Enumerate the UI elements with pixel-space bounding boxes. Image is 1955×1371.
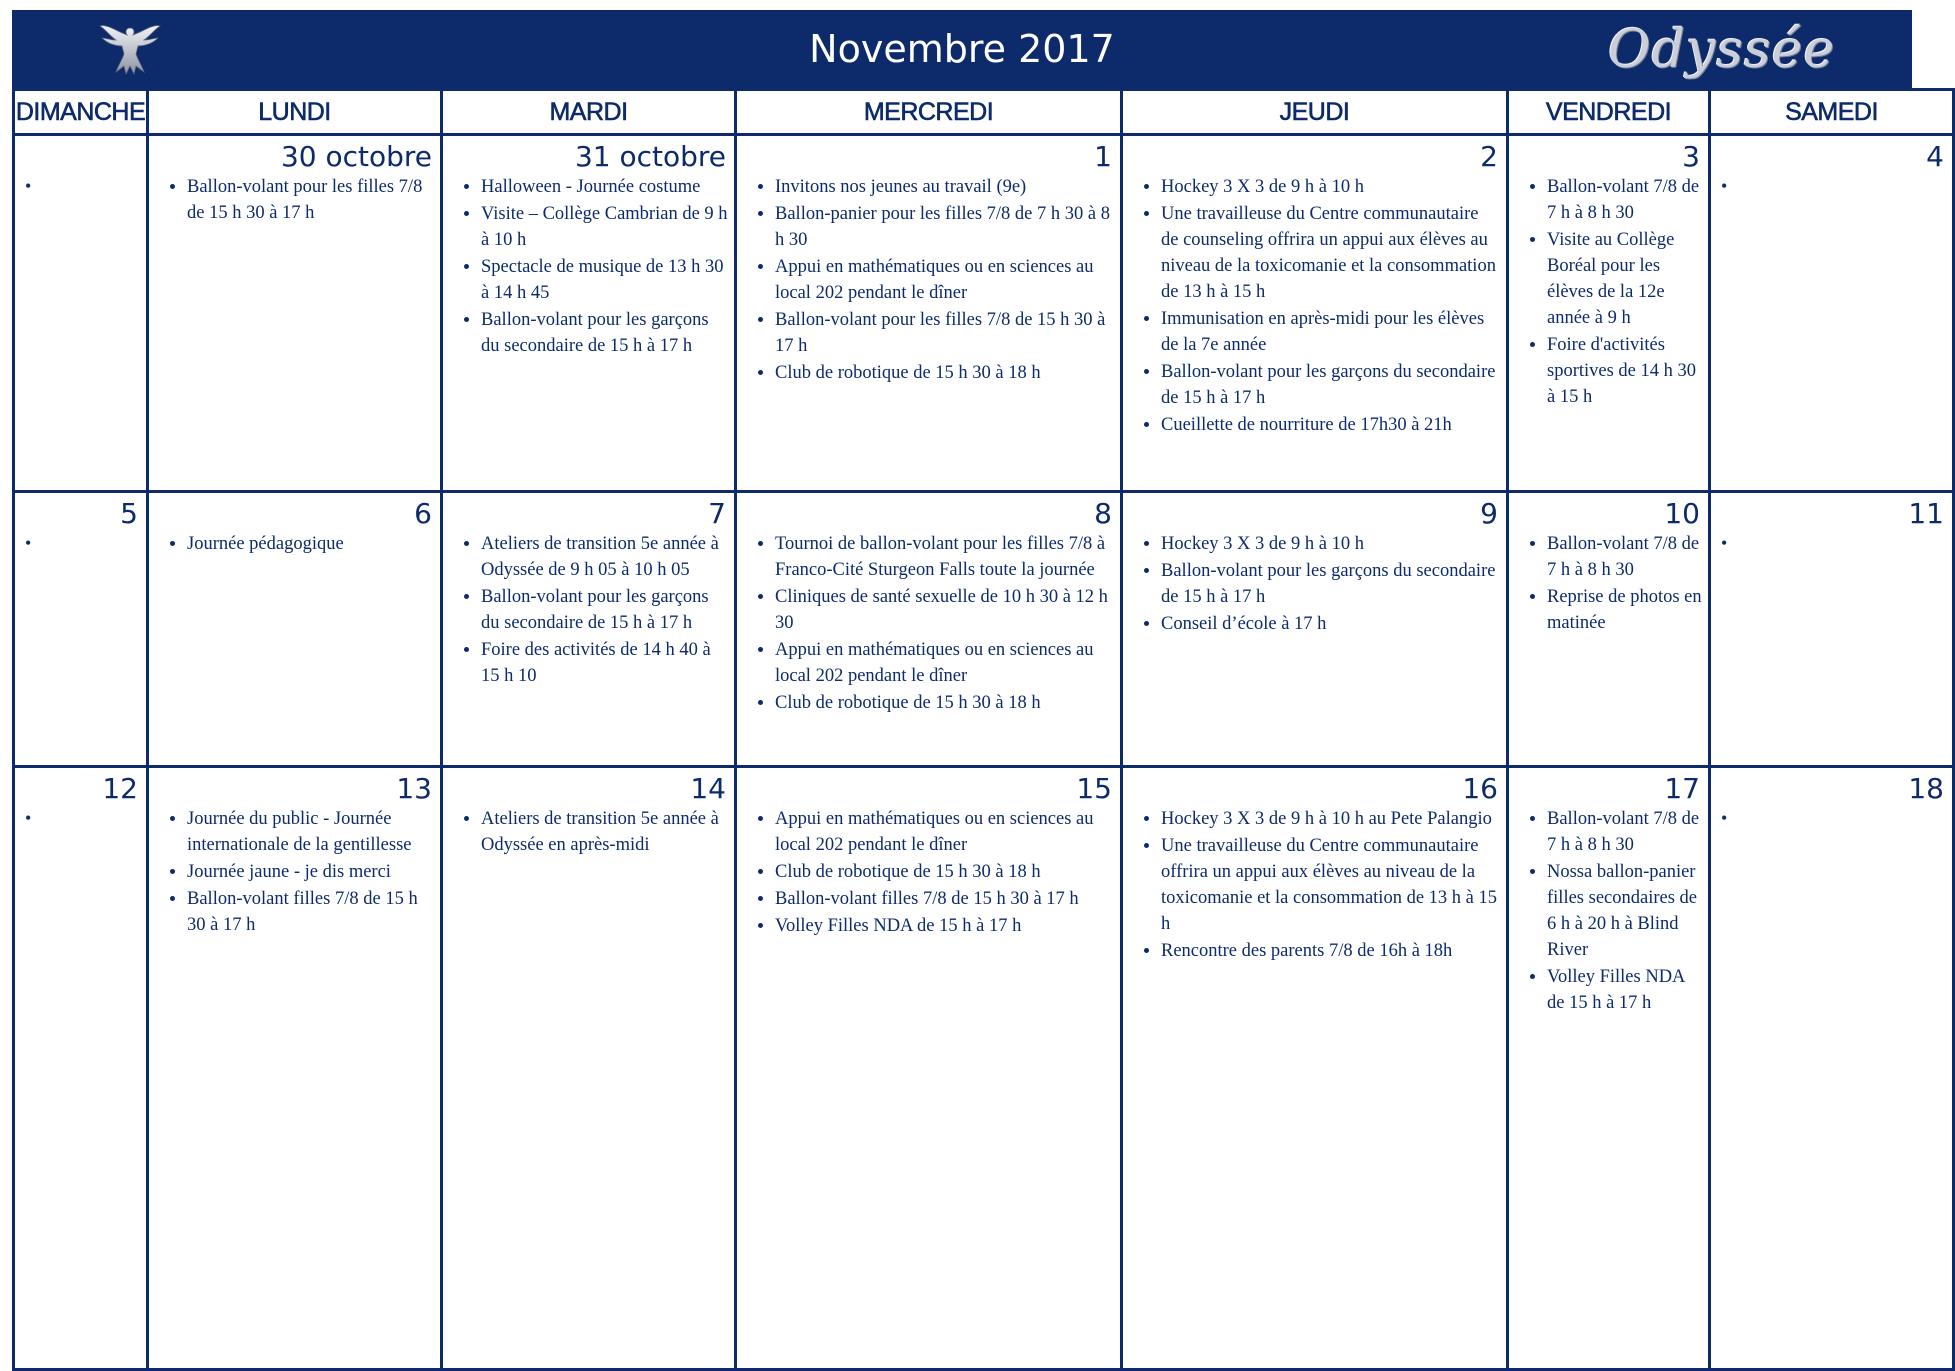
event-list xyxy=(737,806,1120,939)
day-number: 6 xyxy=(414,497,432,530)
event-item: • Ballon-volant 7/8 de 7 h à 8 h 30 xyxy=(1547,531,1702,583)
day-number: 7 xyxy=(708,497,726,530)
event-item: • Ballon-volant filles 7/8 de 15 h 30 à 17 h xyxy=(775,886,1114,912)
event-item: • Club de robotique de 15 h 30 à 18 h xyxy=(775,859,1114,885)
event-item: • Ballon-volant filles 7/8 de 15 h 30 à 17 h xyxy=(187,886,434,938)
event-item: • Tournoi de ballon-volant pour les filles 7/8 à Franco-Cité Sturgeon Falls toute la journée xyxy=(775,531,1114,583)
week-row xyxy=(14,492,1954,767)
event-item: • Spectacle de musique de 13 h 30 à 14 h 45 xyxy=(481,254,728,306)
event-list xyxy=(737,174,1120,386)
event-item: • Foire d'activités sportives de 14 h 30 à 15 h xyxy=(1547,332,1702,410)
event-item: • Halloween - Journée costume xyxy=(481,174,728,200)
day-cell[interactable] xyxy=(1122,767,1508,1370)
week-row xyxy=(14,767,1954,1370)
day-cell[interactable] xyxy=(1508,135,1710,492)
day-number: 12 xyxy=(102,772,138,805)
event-list xyxy=(737,531,1120,716)
day-number: 18 xyxy=(1908,772,1944,805)
event-item: • Ballon-volant pour les garçons du secondaire de 15 h à 17 h xyxy=(1161,558,1500,610)
event-list xyxy=(149,174,440,226)
event-item: • Reprise de photos en matinée xyxy=(1547,584,1702,636)
event-item: • Cliniques de santé sexuelle de 10 h 30 à 12 h 30 xyxy=(775,584,1114,636)
event-item: • Ballon-volant pour les garçons du secondaire de 15 h à 17 h xyxy=(481,307,728,359)
event-list xyxy=(443,806,734,858)
header-banner xyxy=(12,10,1912,88)
event-list xyxy=(1123,806,1506,964)
day-cell[interactable] xyxy=(1710,492,1954,767)
event-item: • Volley Filles NDA de 15 h à 17 h xyxy=(775,913,1114,939)
event-item: • Cueillette de nourriture de 17h30 à 21h xyxy=(1161,412,1500,438)
day-cell[interactable] xyxy=(148,492,442,767)
weekday-monday: LUNDI xyxy=(148,90,442,135)
weekday-friday: VENDREDI xyxy=(1508,90,1710,135)
event-item: • Volley Filles NDA de 15 h à 17 h xyxy=(1547,964,1702,1016)
event-list xyxy=(1509,531,1708,636)
day-cell[interactable] xyxy=(14,135,148,492)
event-item: • Appui en mathématiques ou en sciences au local 202 pendant le dîner xyxy=(775,637,1114,689)
day-cell[interactable] xyxy=(148,767,442,1370)
event-item: • Visite au Collège Boréal pour les élèves de la 12e année à 9 h xyxy=(1547,227,1702,331)
event-list xyxy=(149,806,440,938)
day-number: 16 xyxy=(1462,772,1498,805)
week-row xyxy=(14,135,1954,492)
day-number: 30 octobre xyxy=(280,140,432,173)
weekday-saturday: SAMEDI xyxy=(1710,90,1954,135)
day-cell[interactable] xyxy=(736,492,1122,767)
odyssee-logo: Odyssée xyxy=(1608,20,1836,80)
day-number: 5 xyxy=(120,497,138,530)
day-cell[interactable] xyxy=(14,767,148,1370)
event-item: • Ballon-volant pour les garçons du secondaire de 15 h à 17 h xyxy=(1161,359,1500,411)
event-list xyxy=(149,531,440,557)
day-cell[interactable] xyxy=(1122,135,1508,492)
day-cell[interactable] xyxy=(148,135,442,492)
event-item: • Foire des activités de 14 h 40 à 15 h 10 xyxy=(481,637,728,689)
day-number: 2 xyxy=(1480,140,1498,173)
event-item: • Journée pédagogique xyxy=(187,531,434,557)
day-cell[interactable] xyxy=(14,492,148,767)
event-item: • Rencontre des parents 7/8 de 16h à 18h xyxy=(1161,938,1500,964)
event-item: • Immunisation en après-midi pour les élèves de la 7e année xyxy=(1161,306,1500,358)
event-item: • Ateliers de transition 5e année à Odyssée de 9 h 05 à 10 h 05 xyxy=(481,531,728,583)
weekday-thursday: JEUDI xyxy=(1122,90,1508,135)
day-cell[interactable] xyxy=(1710,767,1954,1370)
day-number: 13 xyxy=(396,772,432,805)
empty-bullet: • xyxy=(1721,176,1728,196)
event-item: • Une travailleuse du Centre communautaire de counseling offrira un appui aux élèves au niveau de la toxicomanie et la consommation de 13 h à 15 h xyxy=(1161,201,1500,305)
event-list xyxy=(1123,531,1506,637)
day-number: 17 xyxy=(1664,772,1700,805)
event-item: • Ballon-volant pour les filles 7/8 de 15 h 30 à 17 h xyxy=(775,307,1114,359)
day-cell[interactable] xyxy=(1122,492,1508,767)
event-item: • Une travailleuse du Centre communautaire offrira un appui aux élèves au niveau de la toxicomanie et la consommation de 13 h à 15 h xyxy=(1161,833,1500,937)
event-item: • Ballon-volant 7/8 de 7 h à 8 h 30 xyxy=(1547,174,1702,226)
event-item: • Club de robotique de 15 h 30 à 18 h xyxy=(775,360,1114,386)
month-title: Novembre 2017 xyxy=(809,27,1115,71)
day-cell[interactable] xyxy=(736,767,1122,1370)
event-item: • Invitons nos jeunes au travail (9e) xyxy=(775,174,1114,200)
event-item: • Hockey 3 X 3 de 9 h à 10 h xyxy=(1161,174,1500,200)
event-item: • Appui en mathématiques ou en sciences au local 202 pendant le dîner xyxy=(775,254,1114,306)
calendar-sheet xyxy=(12,10,1944,1350)
empty-bullet: • xyxy=(25,808,32,828)
day-number: 31 octobre xyxy=(574,140,726,173)
event-list xyxy=(1509,806,1708,1016)
day-number: 1 xyxy=(1094,140,1112,173)
event-item: • Ateliers de transition 5e année à Odyssée en après-midi xyxy=(481,806,728,858)
day-number: 14 xyxy=(690,772,726,805)
event-item: • Ballon-panier pour les filles 7/8 de 7 h 30 à 8 h 30 xyxy=(775,201,1114,253)
day-number: 15 xyxy=(1076,772,1112,805)
empty-bullet: • xyxy=(1721,808,1728,828)
day-number: 9 xyxy=(1480,497,1498,530)
event-item: • Hockey 3 X 3 de 9 h à 10 h xyxy=(1161,531,1500,557)
event-item: • Hockey 3 X 3 de 9 h à 10 h au Pete Palangio xyxy=(1161,806,1500,832)
weekday-header-row xyxy=(14,90,1954,135)
empty-bullet: • xyxy=(25,533,32,553)
day-cell[interactable] xyxy=(442,767,736,1370)
calendar-grid xyxy=(12,88,1955,1371)
event-item: • Nossa ballon-panier filles secondaires de 6 h à 20 h à Blind River xyxy=(1547,859,1702,963)
day-cell[interactable] xyxy=(1508,767,1710,1370)
weekday-tuesday: MARDI xyxy=(442,90,736,135)
event-item: • Visite – Collège Cambrian de 9 h à 10 h xyxy=(481,201,728,253)
event-item: • Journée du public - Journée internationale de la gentillesse xyxy=(187,806,434,858)
event-list xyxy=(443,531,734,689)
day-number: 11 xyxy=(1908,497,1944,530)
event-item: • Ballon-volant pour les garçons du secondaire de 15 h à 17 h xyxy=(481,584,728,636)
empty-bullet: • xyxy=(25,176,32,196)
day-number: 4 xyxy=(1926,140,1944,173)
weekday-sunday: DIMANCHE xyxy=(14,90,148,135)
event-item: • Club de robotique de 15 h 30 à 18 h xyxy=(775,690,1114,716)
event-item: • Appui en mathématiques ou en sciences au local 202 pendant le dîner xyxy=(775,806,1114,858)
event-list xyxy=(443,174,734,359)
event-item: • Conseil d’école à 17 h xyxy=(1161,611,1500,637)
day-number: 10 xyxy=(1664,497,1700,530)
day-cell[interactable] xyxy=(442,492,736,767)
day-cell[interactable] xyxy=(442,135,736,492)
event-item: • Journée jaune - je dis merci xyxy=(187,859,434,885)
day-number xyxy=(15,136,146,174)
empty-bullet: • xyxy=(1721,533,1728,553)
event-list xyxy=(1123,174,1506,438)
event-item: • Ballon-volant 7/8 de 7 h à 8 h 30 xyxy=(1547,806,1702,858)
day-cell[interactable] xyxy=(736,135,1122,492)
day-number: 8 xyxy=(1094,497,1112,530)
event-list xyxy=(1509,174,1708,410)
day-number: 3 xyxy=(1682,140,1700,173)
event-item: • Ballon-volant pour les filles 7/8 de 15 h 30 à 17 h xyxy=(187,174,434,226)
day-cell[interactable] xyxy=(1508,492,1710,767)
day-cell[interactable] xyxy=(1710,135,1954,492)
weekday-wednesday: MERCREDI xyxy=(736,90,1122,135)
